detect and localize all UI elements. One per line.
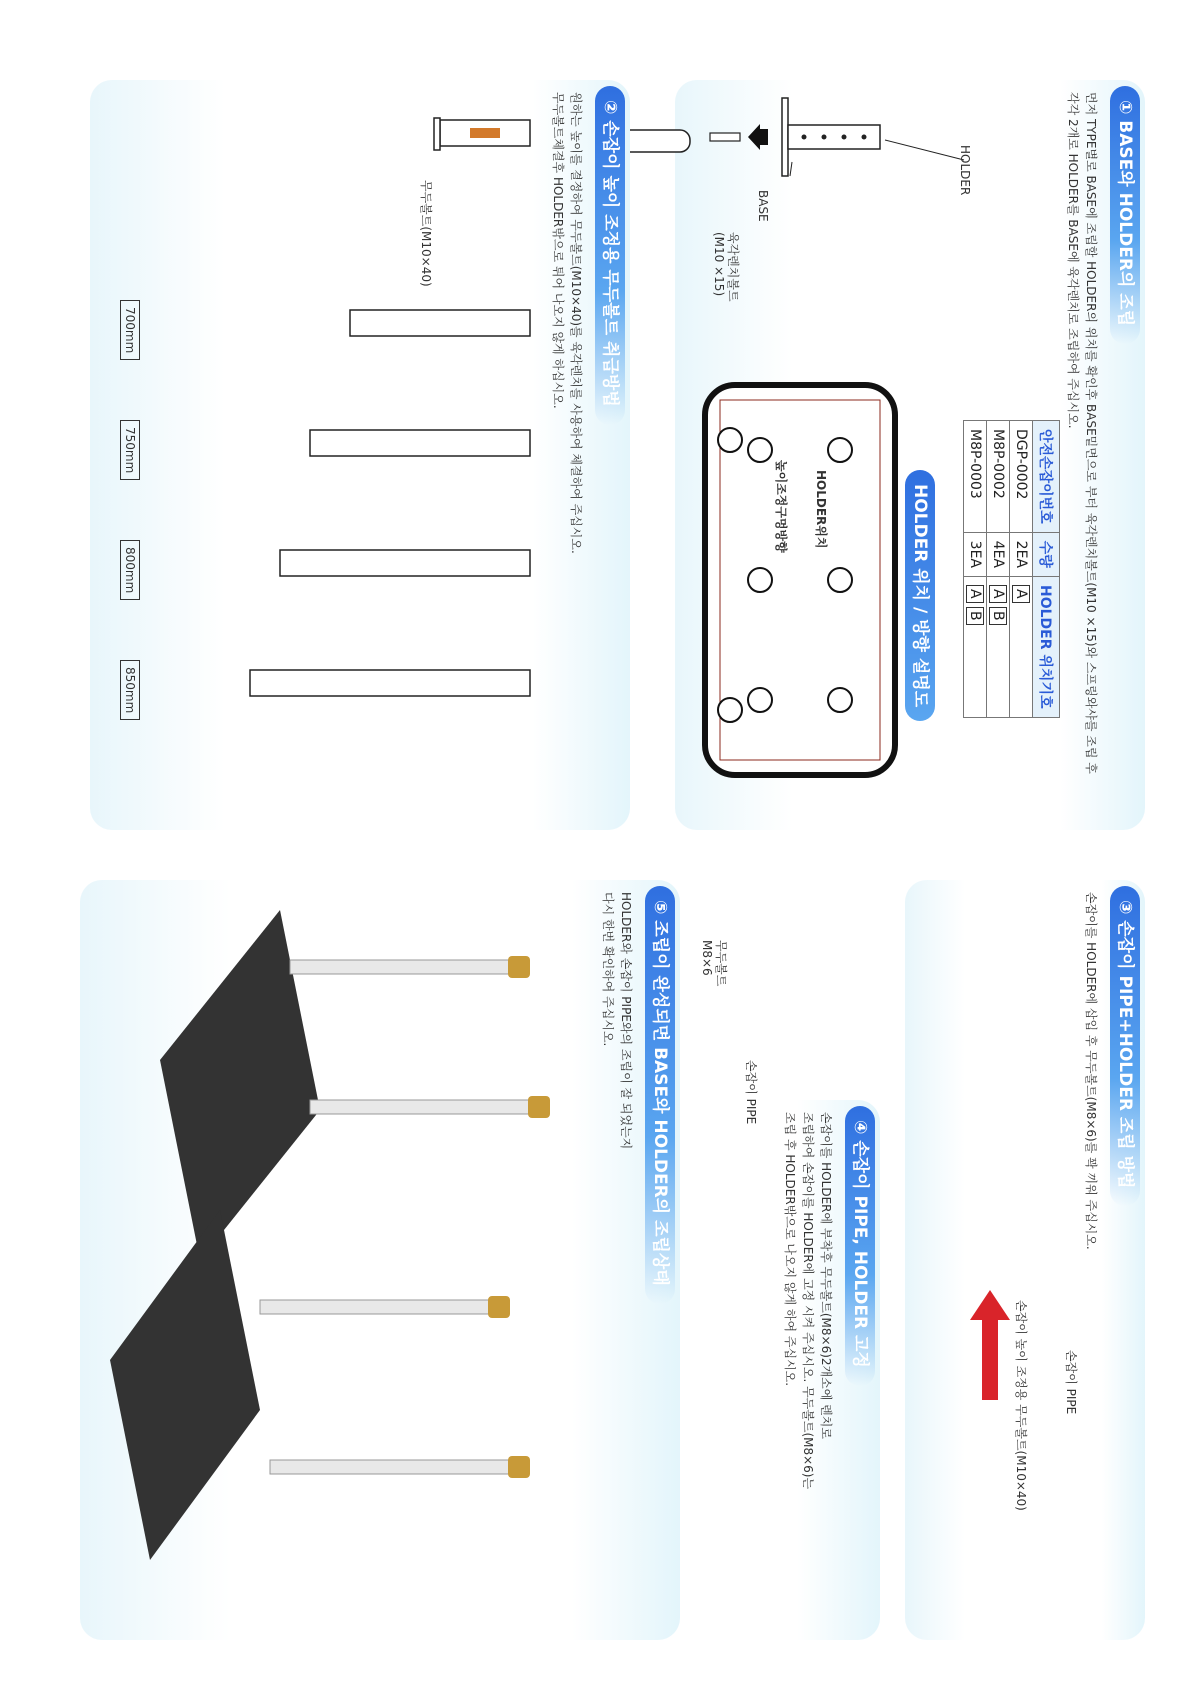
spec-model: M8P-0003 <box>964 421 987 533</box>
height-750: 750mm <box>120 420 140 480</box>
section3-bolt-label: 손잡이 높이 조정용 무두볼트(M10×40) <box>1014 1300 1028 1511</box>
section2-title: ② 손잡이 높이 조정용 무두볼트 취급방법 <box>595 86 625 425</box>
spec-pos: A B <box>964 577 987 717</box>
section4-text-2: 조립하여 손잡이를 HOLDER에 고정 시켜 주십시오. 무두볼트(M8×6)는 <box>801 1112 815 1490</box>
height-850: 850mm <box>120 660 140 720</box>
section3-diagram <box>920 1280 1060 1580</box>
insert-arrow-icon <box>748 124 768 150</box>
layout-diagram-title: HOLDER 위치 / 방향 설명도 <box>905 470 935 721</box>
holder-position-label: HOLDER위치 <box>814 470 828 549</box>
section4-text-3: 조립 후 HOLDER밖으로 나오지 않게 하여 주십시오. <box>783 1112 797 1387</box>
bolt-label-2: (M10 ×15) <box>712 232 726 297</box>
bolt-label-1: 육각렌치볼트 <box>726 232 740 302</box>
section4-bolt-label-1: 무두볼트 <box>714 940 728 987</box>
spec-model: M8P-0002 <box>987 421 1010 533</box>
section4-bolt-label-2: M8×6 <box>700 940 714 976</box>
section4-pipe-label: 손잡이 PIPE <box>744 1060 758 1125</box>
assembled-handrail-photos <box>100 880 580 1580</box>
height-800: 800mm <box>120 540 140 600</box>
section3-text-1: 손잡이를 HOLDER에 삽입 후 무두볼트(M8×6)를 꽉 끼워 주십시오. <box>1084 892 1098 1250</box>
section3-title: ③ 손잡이 PIPE+HOLDER 조립 방법 <box>1110 886 1140 1206</box>
section5-text-2: 다시 한번 확인하여 주십시오. <box>601 892 615 1047</box>
height-hole-direction-label: 높이조정구멍방향 <box>774 460 788 553</box>
section4-title: ④ 손잡이 PIPE, HOLDER 고정 <box>845 1106 875 1386</box>
section1-title: ① BASE와 HOLDER의 조립 <box>1110 86 1140 344</box>
height-700: 700mm <box>120 300 140 360</box>
spec-model: DGP-0002 <box>1010 421 1033 533</box>
spec-qty: 2EA <box>1010 532 1033 576</box>
height-adjust-diagrams <box>110 90 550 810</box>
spec-header-model: 안전손잡이번호 <box>1033 421 1060 533</box>
spec-pos: A B <box>987 577 1010 717</box>
hex-bolt <box>710 133 740 141</box>
section1-text-2: 각각 2개로 HOLDER를 BASE에 육각렌치로 조립하여 주십시오. <box>1066 92 1080 429</box>
red-arrow-icon <box>970 1290 1010 1400</box>
base-label: BASE <box>756 190 770 222</box>
spec-qty: 3EA <box>964 532 987 576</box>
holder-flange <box>782 98 788 176</box>
section2-bolt-label: 무두볼트(M10×40) <box>419 180 433 287</box>
section1-exploded-diagram <box>690 90 1060 390</box>
table-row <box>964 421 987 718</box>
section3-pipe-label: 손잡이 PIPE <box>1064 1350 1078 1415</box>
table-row <box>987 421 1010 718</box>
section5-title: ⑤ 조립이 완성되면 BASE와 HOLDER의 조립상태 <box>645 886 675 1304</box>
section2-text-1: 원하는 높이를 결정하여 무두볼트(M10×40)를 육각렌치를 사용하여 체결하여 주십시오. <box>569 92 583 554</box>
spec-pos: A <box>1010 577 1033 717</box>
spec-qty: 4EA <box>987 532 1010 576</box>
section5-text-1: HOLDER와 손잡이 PIPE와의 조립이 잘 되었는지 <box>619 892 633 1150</box>
spec-table <box>963 420 1060 718</box>
spec-header-qty: 수량 <box>1033 532 1060 576</box>
holder-layout-diagram <box>700 380 900 780</box>
spec-header-pos: HOLDER 위치기호 <box>1033 577 1060 717</box>
holder-label: HOLDER <box>958 145 972 196</box>
section2-text-2: 무두볼트체결후 HOLDER밖으로 튀어 나오지 않게 하십시오. <box>551 92 565 409</box>
section1-text-1: 먼저 TYPE별로 BASE에 조립할 HOLDER의 위치를 확인후 BASE밑면으로 부터 육각렌치볼트(M10 ×15)와 스프링와샤를 조립 후 <box>1084 92 1098 774</box>
table-row <box>1010 421 1033 718</box>
section4-text-1: 손잡이를 HOLDER에 부착후 무두볼트(M8×6)2개소에 렌치로 <box>819 1112 833 1439</box>
